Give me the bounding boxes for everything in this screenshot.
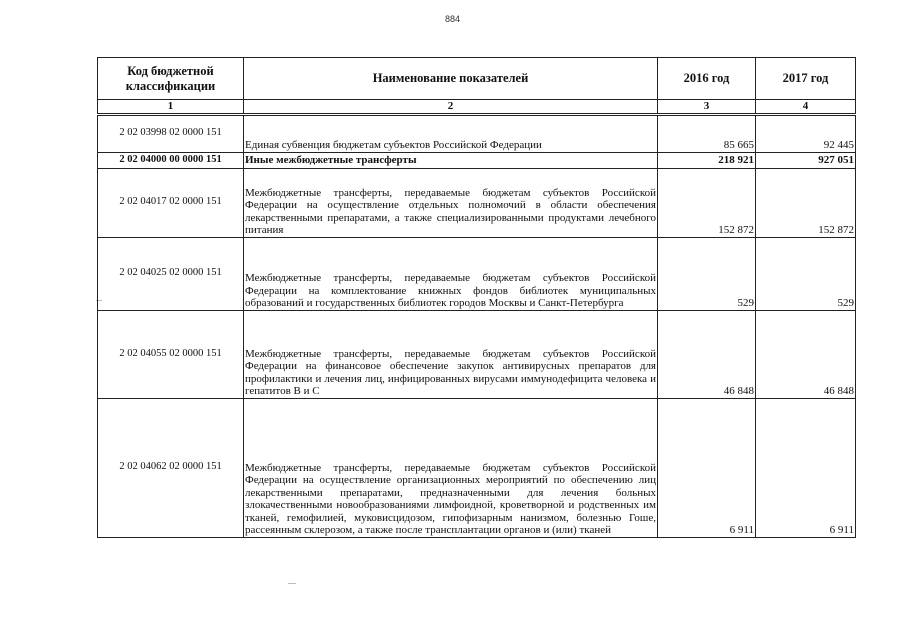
scan-mark-bottom bbox=[288, 583, 296, 584]
table-row bbox=[98, 398, 856, 537]
header-2016: 2016 год bbox=[658, 58, 756, 100]
row-value-2017: 152 872 bbox=[756, 168, 856, 237]
table-row-total bbox=[98, 152, 856, 168]
row-name: Межбюджетные трансферты, передаваемые бюджетам субъектов Российской Федерации на финансовое обеспечение закупок антивирусных препаратов для профилактики и лечения лиц, инфицированных вирусами иммунодефицита человека и гепатитов В и С bbox=[244, 310, 658, 398]
row-name: Единая субвенция бюджетам субъектов Российской Федерации bbox=[244, 114, 658, 152]
row-code: 2 02 03998 02 0000 151 bbox=[98, 114, 244, 152]
row-code: 2 02 04062 02 0000 151 bbox=[98, 398, 244, 537]
table-row bbox=[98, 237, 856, 310]
row-value-2016: 85 665 bbox=[658, 114, 756, 152]
row-value-2016: 218 921 bbox=[658, 152, 756, 168]
table-row bbox=[98, 168, 856, 237]
row-value-2016: 46 848 bbox=[658, 310, 756, 398]
row-code: 2 02 04055 02 0000 151 bbox=[98, 310, 244, 398]
row-value-2017: 46 848 bbox=[756, 310, 856, 398]
row-code: 2 02 04000 00 0000 151 bbox=[98, 152, 244, 168]
row-value-2017: 92 445 bbox=[756, 114, 856, 152]
row-value-2016: 529 bbox=[658, 237, 756, 310]
row-code: 2 02 04025 02 0000 151 bbox=[98, 237, 244, 310]
row-value-2017: 6 911 bbox=[756, 398, 856, 537]
column-number-3: 3 bbox=[658, 100, 756, 115]
column-number-4: 4 bbox=[756, 100, 856, 115]
row-name: Межбюджетные трансферты, передаваемые бюджетам субъектов Российской Федерации на осуществление организационных мероприятий по обеспечению лиц лекарственными препаратами, предназначенными для лечения больных злокачественными новообразованиями лимфоидной, кроветворной и родственных им тканей, гемофилией, муковисцидозом, гипофизарным нанизмом, болезнью Гоше, рассеянным склерозом, а также после трансплантации органов и (или) тканей bbox=[244, 398, 658, 537]
row-name: Иные межбюджетные трансферты bbox=[244, 152, 658, 168]
header-code: Код бюджетной классификации bbox=[98, 58, 244, 100]
column-number-row bbox=[98, 100, 856, 115]
header-name: Наименование показателей bbox=[244, 58, 658, 100]
row-value-2016: 152 872 bbox=[658, 168, 756, 237]
budget-table bbox=[97, 57, 856, 538]
table-header-row bbox=[98, 58, 856, 100]
row-value-2017: 529 bbox=[756, 237, 856, 310]
header-2017: 2017 год bbox=[756, 58, 856, 100]
column-number-2: 2 bbox=[244, 100, 658, 115]
table-row bbox=[98, 310, 856, 398]
table-row bbox=[98, 114, 856, 152]
row-value-2016: 6 911 bbox=[658, 398, 756, 537]
page-number: 884 bbox=[444, 14, 461, 24]
row-name: Межбюджетные трансферты, передаваемые бюджетам субъектов Российской Федерации на комплектование книжных фондов библиотек муниципальных образований и государственных библиотек городов Москвы и Санкт-Петербурга bbox=[244, 237, 658, 310]
column-number-1: 1 bbox=[98, 100, 244, 115]
row-code: 2 02 04017 02 0000 151 bbox=[98, 168, 244, 237]
row-value-2017: 927 051 bbox=[756, 152, 856, 168]
row-name: Межбюджетные трансферты, передаваемые бюджетам субъектов Российской Федерации на осуществление отдельных полномочий в области обеспечения лекарственными препаратами, а также специализированными продуктами лечебного питания bbox=[244, 168, 658, 237]
